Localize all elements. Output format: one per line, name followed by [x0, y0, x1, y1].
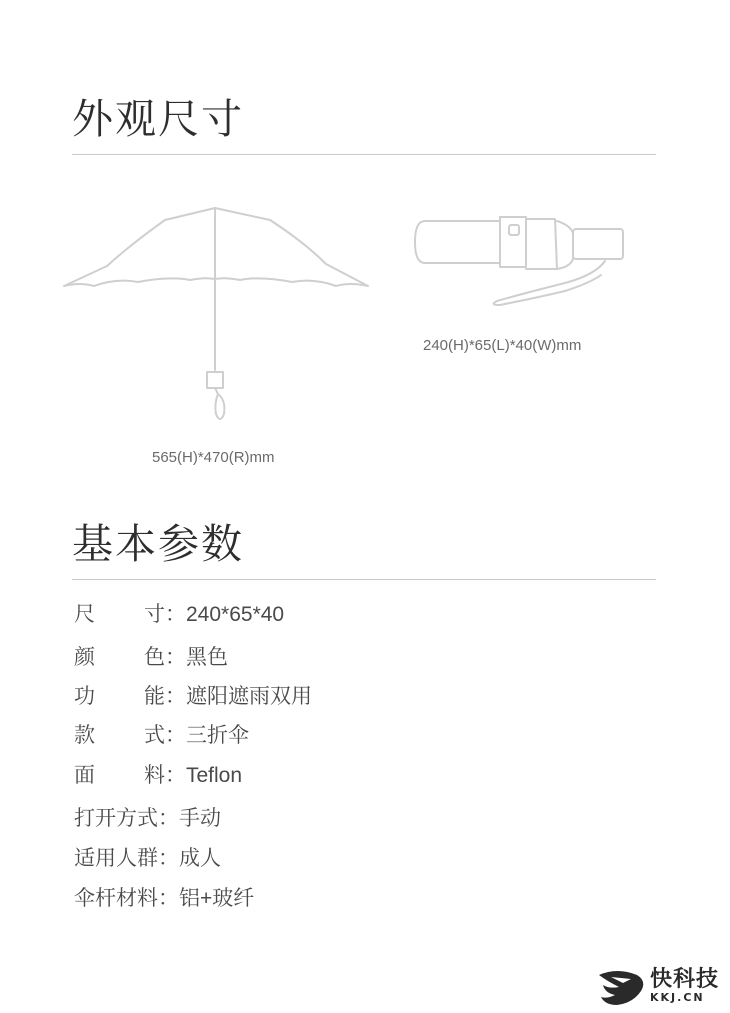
- spec-sep: ：: [158, 846, 179, 870]
- spec-key: 能: [144, 684, 165, 708]
- spec-value: 遮阳遮雨双用: [186, 685, 312, 708]
- spec-row-open-mode: [74, 803, 221, 833]
- spec-sep: ：: [165, 723, 186, 747]
- spec-key: 颜: [74, 645, 95, 669]
- spec-row-fabric: [74, 760, 242, 790]
- divider: [72, 154, 656, 155]
- spec-value: Teflon: [186, 764, 243, 787]
- spec-sep: ：: [165, 684, 186, 708]
- spec-key: 打开方式: [74, 806, 158, 830]
- watermark-logo-text: [650, 968, 719, 1004]
- spec-key: 式: [144, 723, 165, 747]
- section-title-specs: 基本参数: [72, 520, 244, 568]
- spec-key: 料: [144, 763, 165, 787]
- spec-key: 面: [74, 763, 95, 787]
- spec-sep: ：: [165, 763, 186, 787]
- spec-row-shaft-material: [74, 883, 254, 913]
- spec-value: 成人: [179, 847, 221, 870]
- spec-value: 240*65*40: [186, 603, 285, 626]
- open-umbrella-illustration: [60, 200, 380, 440]
- spec-key: 款: [74, 723, 95, 747]
- closed-umbrella-illustration: [405, 205, 635, 315]
- spec-sep: ：: [165, 645, 186, 669]
- open-dimensions: 565(H)*470(R)mm: [152, 449, 275, 466]
- spec-sep: ：: [158, 886, 179, 910]
- spec-row-style: [74, 720, 249, 750]
- spec-sep: ：: [158, 806, 179, 830]
- watermark-cn: 快科技: [650, 967, 720, 992]
- spec-value: 铝+玻纤: [179, 887, 255, 910]
- spec-row-audience: [74, 843, 221, 873]
- spec-key: 伞杆材料: [74, 886, 158, 910]
- spec-row-function: [74, 681, 312, 711]
- watermark-en: KKJ.CN: [650, 991, 705, 1004]
- watermark-logo-icon: [597, 967, 647, 1007]
- spec-key: 适用人群: [74, 846, 158, 870]
- spec-value: 三折伞: [186, 724, 249, 747]
- closed-dimensions: 240(H)*65(L)*40(W)mm: [423, 337, 582, 354]
- spec-value: 黑色: [186, 646, 228, 669]
- spec-row-size: [74, 599, 284, 629]
- spec-key: 色: [144, 645, 165, 669]
- spec-key: 寸: [144, 602, 165, 626]
- section-title-appearance: 外观尺寸: [72, 95, 244, 143]
- spec-key: 尺: [74, 602, 95, 626]
- spec-row-color: [74, 642, 228, 672]
- spec-value: 手动: [179, 807, 221, 830]
- divider: [72, 579, 656, 580]
- spec-key: 功: [74, 684, 95, 708]
- spec-sep: ：: [165, 602, 186, 626]
